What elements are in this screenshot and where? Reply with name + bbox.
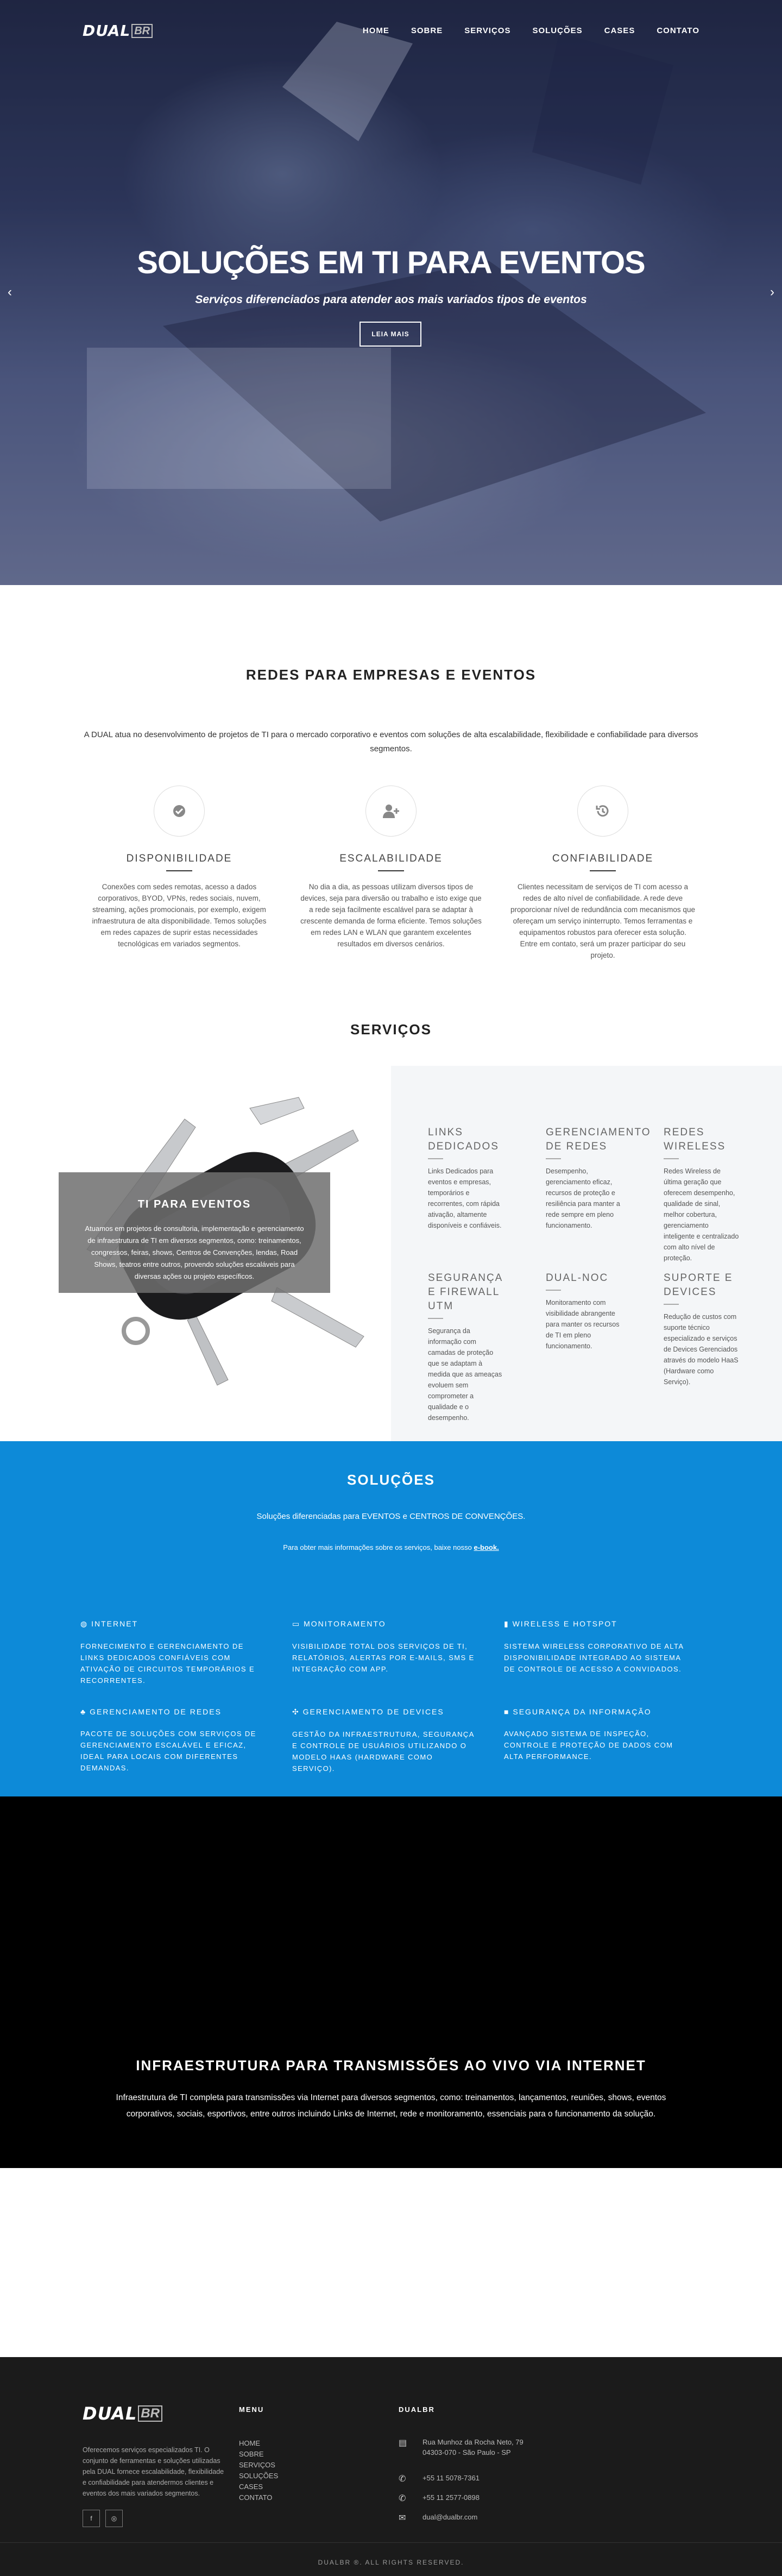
feature-disponibilidade [87,786,272,950]
ebook-link[interactable]: e-book. [474,1543,499,1551]
service-gerenciamento-redes [546,1126,651,1231]
redes-intro: A DUAL atua no desenvolvimento de projetos de TI para o mercado corporativo e eventos com soluções de alta escalabilidade, flexibilidade e confiabilidade para diversos segmentos. [84,730,698,753]
nav-cases[interactable]: CASES [604,26,635,35]
solucoes-title: SOLUÇÕES [347,1472,435,1488]
solution-monitoramento [292,1619,477,1675]
infra-text: Infraestrutura de TI completa para transmissões via Internet para diversos segmentos, como: treinamentos, lançamentos, reuniões, shows, eventos corporativos, sociais, esportivos, entre outros incluindo Links de Internet, rede e monitoramento, essenciais para o funcionamento da solução. [116,2093,666,2119]
service-links-dedicados [428,1126,504,1231]
title-underline [664,1158,679,1159]
service-text: Monitoramento com visibilidade abrangente para manter os recursos de TI em pleno funcionamento. [546,1299,620,1350]
solution-title: ✣ GERENCIAMENTO DE DEVICES [292,1707,444,1716]
title-underline [546,1290,561,1291]
service-title: SEGURANÇA E FIREWALL UTM [428,1272,503,1312]
footer-address: ▤ Rua Munhoz da Rocha Neto, 79 04303-070 - São Paulo - SP [399,2438,524,2456]
service-redes-wireless [664,1126,740,1264]
feature-title: ESCALABILIDADE [339,853,443,864]
nav-sobre[interactable]: SOBRE [411,26,443,35]
solucoes-subtitle: Soluções diferenciadas para EVENTOS e CENTROS DE CONVENÇÕES. [256,1512,526,1521]
footer-menu [239,2438,278,2503]
main-nav [363,26,699,35]
footer-contact-title: DUALBR [399,2405,435,2414]
map-icon: ▤ [399,2439,407,2448]
title-underline [546,1158,561,1159]
service-seguranca-firewall [428,1271,504,1423]
phone-icon: ✆ [399,2494,406,2503]
hero-title: SOLUÇÕES EM TI PARA EVENTOS [137,245,645,280]
solution-gerenciamento-devices [292,1707,477,1774]
solution-text: PACOTE DE SOLUÇÕES COM SERVIÇOS DE GERENCIAMENTO ESCALÁVEL E EFICAZ, IDEAL PARA LOCAIS COM DIFERENTES DEMANDAS. [80,1730,256,1772]
solution-title: ♣ GERENCIAMENTO DE REDES [80,1707,222,1716]
service-title: GERENCIAMENTO DE REDES [546,1127,651,1152]
footer-menu-contato[interactable]: CONTATO [239,2493,273,2502]
service-text: Segurança da informação com camadas de proteção que se adaptam à medida que as ameaças evoluem sem comprometer a qualidade e o desempenho. [428,1327,502,1422]
footer-phone-1[interactable]: ✆ +55 11 5078-7361 [399,2474,480,2484]
feature-text: Clientes necessitam de serviços de TI com acesso a redes de alto nível de confiabilidade. A rede deve proporcionar nível de redundância com mecanismos que ofereçam um serviço ininterrupto. Temos ferramentas e equipamentos robustos para oferecer esta solução. Entre em contato, será um prazer participar do seu projeto. [510,883,695,959]
service-suporte-devices [664,1271,740,1387]
sitemap-icon: ♣ [80,1707,90,1716]
globe-icon: ◍ [80,1619,92,1628]
solution-wireless [504,1619,689,1675]
service-text: Desempenho, gerenciamento eficaz, recursos de proteção e resiliência para manter a rede sempre em pleno funcionamento. [546,1167,620,1229]
nav-contato[interactable]: CONTATO [657,26,699,35]
instagram-icon[interactable]: ◎ [105,2510,123,2527]
service-dual-noc [546,1271,622,1352]
check-circle-icon [154,786,205,837]
hero-background-image [0,0,782,585]
service-text: Redes Wireless de última geração que oferecem desempenho, qualidade de sinal, melhor cobertura, gerenciamento inteligente e centralizado com alto nível de proteção. [664,1167,739,1262]
service-text: Links Dedicados para eventos e empresas, temporários e recorrentes, com rápida ativação, altamente disponíveis e confiáveis. [428,1167,502,1229]
logo-text: DUAL [83,22,131,40]
logo-suffix: BR [131,24,153,38]
service-title: SUPORTE E DEVICES [664,1272,733,1298]
footer-menu-servicos[interactable]: SERVIÇOS [239,2461,275,2469]
facebook-icon[interactable]: f [83,2510,100,2527]
infra-section [0,1796,782,2168]
solution-seguranca [504,1707,689,1762]
feature-text: No dia a dia, as pessoas utilizam diversos tipos de devices, seja para diversão ou trabalho e isto exige que a rede seja facilmente escalável para se adaptar à crescente demanda de forma eficiente. Temos soluções em redes LAN e WLAN que garantem excelentes resultados em diversos cenários. [300,883,482,948]
redes-title: REDES PARA EMPRESAS E EVENTOS [245,667,537,683]
info-text: Para obter mais informações sobre os serviços, baixe nosso [283,1543,474,1551]
slider-prev-icon[interactable]: ‹ [8,285,12,299]
signal-icon: ▮ [504,1619,513,1628]
nav-solucoes[interactable]: SOLUÇÕES [532,26,583,35]
logo[interactable] [83,22,153,40]
title-underline [664,1304,679,1305]
infra-title: INFRAESTRUTURA PARA TRANSMISSÕES AO VIVO VIA INTERNET [136,2057,646,2074]
solution-title: ■ SEGURANÇA DA INFORMAÇÃO [504,1707,652,1716]
solution-title: ▮ WIRELESS E HOTSPOT [504,1619,617,1628]
footer-about: Oferecemos serviços especializados TI. O conjunto de ferramentas e soluções utilizadas pela DUAL fornece escalabilidade, flexibilidade e confiabilidade para atendermos clientes e eventos dos mais variados segmentos. [83,2446,224,2497]
solution-text: VISIBILIDADE TOTAL DOS SERVIÇOS DE TI, RELATÓRIOS, ALERTAS POR E-MAILS, SMS E INTEGRAÇÃO COM APP. [292,1642,475,1673]
nav-home[interactable]: HOME [362,26,389,35]
footer-menu-home[interactable]: HOME [239,2439,260,2447]
monitor-icon: ▭ [292,1619,304,1628]
phone-icon: ✆ [399,2474,406,2484]
ti-eventos-box [59,1172,330,1293]
footer-email[interactable]: ✉ dual@dualbr.com [399,2513,478,2523]
solucoes-section [0,1441,782,1796]
title-underline [590,870,616,871]
footer-phone-2[interactable]: ✆ +55 11 2577-0898 [399,2493,480,2503]
user-plus-icon [365,786,417,837]
service-title: DUAL-NOC [546,1272,609,1284]
solution-gerenciamento-redes [80,1707,265,1774]
share-icon: ✣ [292,1707,303,1716]
solution-text: AVANÇADO SISTEMA DE INSPEÇÃO, CONTROLE E PROTEÇÃO DE DADOS COM ALTA PERFORMANCE. [504,1730,673,1761]
hero-subtitle: Serviços diferenciados para atender aos mais variados tipos de eventos [195,293,587,306]
title-underline [428,1318,443,1319]
envelope-icon: ✉ [399,2514,406,2523]
footer-menu-title: MENU [239,2405,264,2414]
hero-section [0,0,782,585]
title-underline [378,870,404,871]
title-underline [428,1158,443,1159]
feature-title: CONFIABILIDADE [552,853,654,864]
solution-internet [80,1619,265,1686]
logo-text: DUAL [83,2403,137,2424]
footer-menu-cases[interactable]: CASES [239,2483,263,2491]
service-title: REDES WIRELESS [664,1127,726,1152]
feature-text: Conexões com sedes remotas, acesso a dados corporativos, BYOD, VPNs, redes sociais, nuvem, streaming, ações promocionais, por exemplo, exigem infraestrutura de alta disponibilidade. Temos soluções em redes capazes de suprir estas necessidades tecnológicas em variados segmentos. [92,883,267,948]
solution-text: SISTEMA WIRELESS CORPORATIVO DE ALTA DISPONIBILIDADE INTEGRADO AO SISTEMA DE CONTROLE DE ACESSO A CONVIDADOS. [504,1642,684,1673]
logo-suffix: BR [138,2405,162,2422]
service-title: LINKS DEDICADOS [428,1127,499,1152]
solution-title: ◍ INTERNET [80,1619,138,1628]
footer-menu-solucoes[interactable]: SOLUÇÕES [239,2472,279,2480]
solution-title: ▭ MONITORAMENTO [292,1619,386,1628]
lock-icon: ■ [504,1707,513,1716]
copyright: DUALBR ®. ALL RIGHTS RESERVED. [318,2559,464,2566]
box-text: Atuamos em projetos de consultoria, implementação e gerenciamento de infraestrutura de TI em diversos segmentos, como: treinamentos, congressos, feiras, shows, Centros de Convenções, lendas, Road Shows, teatros entre outros, provendo soluções escaláveis para diversas ações ou projeto específicos. [85,1224,304,1280]
feature-confiabilidade [510,786,695,961]
feature-title: DISPONIBILIDADE [126,853,232,864]
history-icon [577,786,628,837]
footer-divider [0,2542,782,2543]
footer-menu-sobre[interactable]: SOBRE [239,2450,264,2458]
footer-logo[interactable] [83,2403,162,2424]
solution-text: FORNECIMENTO E GERENCIAMENTO DE LINKS DEDICADOS CONFIÁVEIS COM ATIVAÇÃO DE CIRCUITOS TEMPORÁRIOS E RECORRENTES. [80,1642,255,1685]
feature-escalabilidade [299,786,483,950]
servicos-title: SERVIÇOS [350,1021,432,1038]
nav-servicos[interactable]: SERVIÇOS [464,26,511,35]
service-text: Redução de custos com suporte técnico especializado e serviços de Devices Gerenciados através do modelo HaaS (Hardware como Serviço). [664,1313,739,1386]
solucoes-info [0,1543,782,1551]
box-title: TI PARA EVENTOS [137,1198,251,1210]
slider-next-icon[interactable]: › [770,285,774,299]
read-more-button[interactable]: LEIA MAIS [360,322,421,347]
title-underline [166,870,192,871]
solution-text: GESTÃO DA INFRAESTRUTURA, SEGURANÇA E CONTROLE DE USUÁRIOS UTILIZANDO O MODELO HAAS (HARDWARE COMO SERVIÇO). [292,1730,475,1773]
